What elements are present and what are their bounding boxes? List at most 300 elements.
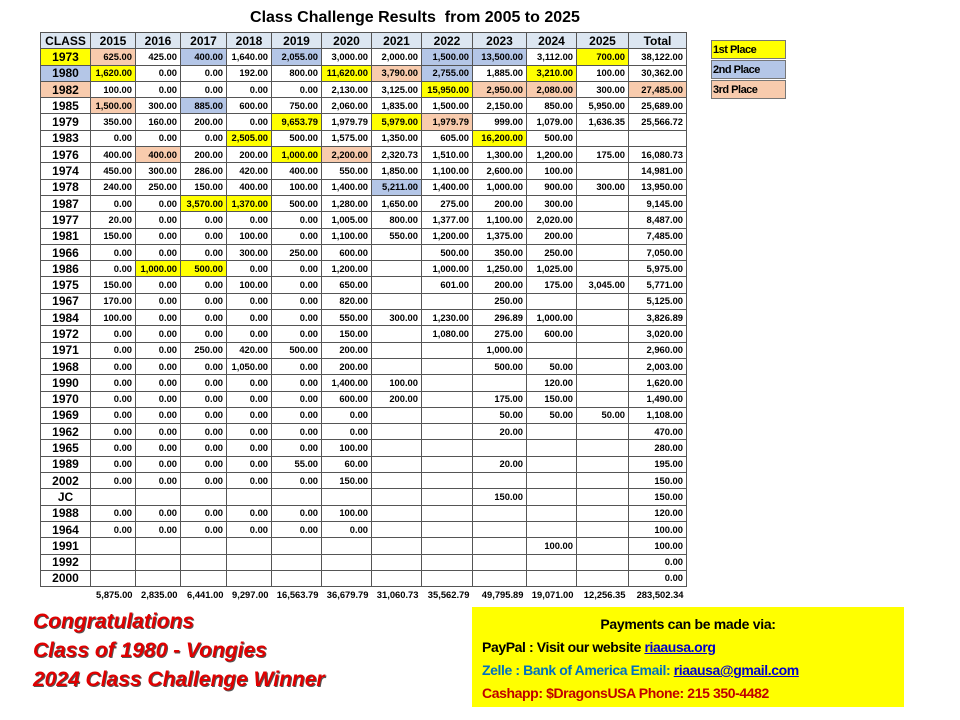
amount-cell: 0.00 bbox=[181, 375, 227, 391]
amount-cell: 3,112.00 bbox=[527, 49, 577, 65]
amount-cell: 650.00 bbox=[322, 277, 372, 293]
amount-cell: 1,885.00 bbox=[473, 65, 527, 81]
total-cell: 0.00 bbox=[629, 554, 687, 570]
amount-cell: 0.00 bbox=[181, 244, 227, 260]
amount-cell: 0.00 bbox=[136, 326, 181, 342]
total-cell: 7,050.00 bbox=[629, 244, 687, 260]
amount-cell: 150.00 bbox=[322, 326, 372, 342]
amount-cell: 0.00 bbox=[136, 505, 181, 521]
column-header: 2016 bbox=[136, 33, 181, 49]
amount-cell: 0.00 bbox=[272, 228, 322, 244]
amount-cell bbox=[527, 554, 577, 570]
amount-cell bbox=[577, 244, 629, 260]
amount-cell: 0.00 bbox=[272, 293, 322, 309]
amount-cell bbox=[577, 570, 629, 586]
column-header: 2020 bbox=[322, 33, 372, 49]
amount-cell: 0.00 bbox=[91, 130, 136, 146]
amount-cell: 1,500.00 bbox=[422, 49, 473, 65]
table-row bbox=[41, 326, 687, 342]
amount-cell: 1,350.00 bbox=[372, 130, 422, 146]
amount-cell: 1,850.00 bbox=[372, 163, 422, 179]
column-header: Total bbox=[629, 33, 687, 49]
amount-cell: 2,080.00 bbox=[527, 81, 577, 97]
amount-cell: 3,790.00 bbox=[372, 65, 422, 81]
amount-cell: 1,370.00 bbox=[227, 195, 272, 211]
amount-cell: 0.00 bbox=[181, 456, 227, 472]
amount-cell: 600.00 bbox=[322, 244, 372, 260]
amount-cell bbox=[473, 375, 527, 391]
amount-cell: 1,375.00 bbox=[473, 228, 527, 244]
total-cell: 3,826.89 bbox=[629, 310, 687, 326]
class-cell: 2000 bbox=[41, 570, 91, 586]
amount-cell: 300.00 bbox=[372, 310, 422, 326]
amount-cell: 0.00 bbox=[181, 212, 227, 228]
total-cell: 27,485.00 bbox=[629, 81, 687, 97]
amount-cell: 0.00 bbox=[136, 407, 181, 423]
amount-cell bbox=[577, 130, 629, 146]
amount-cell: 400.00 bbox=[272, 163, 322, 179]
amount-cell: 200.00 bbox=[322, 358, 372, 374]
total-cell: 25,689.00 bbox=[629, 98, 687, 114]
page-title: Class Challenge Results from 2005 to 2025 bbox=[250, 9, 580, 26]
amount-cell: 175.00 bbox=[473, 391, 527, 407]
column-header: 2025 bbox=[577, 33, 629, 49]
amount-cell: 175.00 bbox=[527, 277, 577, 293]
amount-cell bbox=[272, 489, 322, 505]
amount-cell bbox=[527, 424, 577, 440]
amount-cell: 1,620.00 bbox=[91, 65, 136, 81]
amount-cell: 1,979.79 bbox=[322, 114, 372, 130]
amount-cell: 1,650.00 bbox=[372, 195, 422, 211]
table-row bbox=[41, 195, 687, 211]
amount-cell: 0.00 bbox=[136, 342, 181, 358]
amount-cell: 0.00 bbox=[227, 505, 272, 521]
amount-cell bbox=[181, 489, 227, 505]
amount-cell bbox=[473, 521, 527, 537]
amount-cell: 999.00 bbox=[473, 114, 527, 130]
amount-cell: 900.00 bbox=[527, 179, 577, 195]
amount-cell: 100.00 bbox=[91, 310, 136, 326]
amount-cell: 0.00 bbox=[136, 424, 181, 440]
table-row bbox=[41, 244, 687, 260]
amount-cell bbox=[422, 358, 473, 374]
amount-cell: 0.00 bbox=[272, 407, 322, 423]
amount-cell: 160.00 bbox=[136, 114, 181, 130]
class-cell: 1969 bbox=[41, 407, 91, 423]
amount-cell bbox=[372, 277, 422, 293]
payments-header: Payments can be made via: bbox=[600, 616, 776, 632]
amount-cell: 296.89 bbox=[473, 310, 527, 326]
amount-cell: 200.00 bbox=[181, 147, 227, 163]
table-row bbox=[41, 489, 687, 505]
amount-cell bbox=[577, 521, 629, 537]
amount-cell: 0.00 bbox=[136, 521, 181, 537]
amount-cell bbox=[136, 554, 181, 570]
table-row bbox=[41, 505, 687, 521]
amount-cell bbox=[181, 554, 227, 570]
amount-cell: 0.00 bbox=[272, 521, 322, 537]
amount-cell: 100.00 bbox=[527, 538, 577, 554]
column-header: 2015 bbox=[91, 33, 136, 49]
amount-cell bbox=[322, 554, 372, 570]
amount-cell: 0.00 bbox=[136, 456, 181, 472]
amount-cell: 300.00 bbox=[527, 195, 577, 211]
amount-cell: 3,045.00 bbox=[577, 277, 629, 293]
amount-cell: 0.00 bbox=[91, 375, 136, 391]
amount-cell: 1,400.00 bbox=[322, 179, 372, 195]
congrats-message bbox=[33, 607, 325, 694]
column-total: 12,256.35 bbox=[577, 587, 629, 604]
amount-cell: 500.00 bbox=[473, 358, 527, 374]
amount-cell: 0.00 bbox=[91, 261, 136, 277]
amount-cell: 11,620.00 bbox=[322, 65, 372, 81]
amount-cell: 1,005.00 bbox=[322, 212, 372, 228]
amount-cell: 120.00 bbox=[527, 375, 577, 391]
zelle-line bbox=[482, 662, 799, 678]
amount-cell: 0.00 bbox=[181, 391, 227, 407]
amount-cell bbox=[422, 375, 473, 391]
amount-cell: 2,055.00 bbox=[272, 49, 322, 65]
amount-cell bbox=[181, 570, 227, 586]
amount-cell bbox=[577, 391, 629, 407]
amount-cell: 200.00 bbox=[527, 228, 577, 244]
class-cell: 1964 bbox=[41, 521, 91, 537]
amount-cell: 200.00 bbox=[322, 342, 372, 358]
amount-cell bbox=[422, 489, 473, 505]
amount-cell: 50.00 bbox=[527, 407, 577, 423]
total-cell: 470.00 bbox=[629, 424, 687, 440]
amount-cell bbox=[422, 342, 473, 358]
amount-cell bbox=[372, 538, 422, 554]
table-row bbox=[41, 163, 687, 179]
amount-cell: 0.00 bbox=[181, 293, 227, 309]
amount-cell: 0.00 bbox=[227, 261, 272, 277]
amount-cell: 550.00 bbox=[322, 310, 372, 326]
class-cell: 1986 bbox=[41, 261, 91, 277]
column-header: 2022 bbox=[422, 33, 473, 49]
amount-cell bbox=[422, 391, 473, 407]
amount-cell: 700.00 bbox=[577, 49, 629, 65]
amount-cell bbox=[372, 326, 422, 342]
amount-cell: 850.00 bbox=[527, 98, 577, 114]
amount-cell: 0.00 bbox=[91, 342, 136, 358]
amount-cell: 0.00 bbox=[322, 521, 372, 537]
column-total: 49,795.89 bbox=[473, 587, 527, 604]
table-row bbox=[41, 473, 687, 489]
amount-cell: 2,060.00 bbox=[322, 98, 372, 114]
total-cell: 150.00 bbox=[629, 489, 687, 505]
amount-cell: 0.00 bbox=[91, 358, 136, 374]
amount-cell: 2,950.00 bbox=[473, 81, 527, 97]
amount-cell bbox=[577, 358, 629, 374]
table-row bbox=[41, 521, 687, 537]
column-total: 31,060.73 bbox=[372, 587, 422, 604]
table-row bbox=[41, 440, 687, 456]
amount-cell: 2,200.00 bbox=[322, 147, 372, 163]
table-row bbox=[41, 342, 687, 358]
column-header: 2023 bbox=[473, 33, 527, 49]
table-row bbox=[41, 375, 687, 391]
amount-cell: 2,600.00 bbox=[473, 163, 527, 179]
table-row bbox=[41, 147, 687, 163]
table-row bbox=[41, 179, 687, 195]
amount-cell bbox=[322, 538, 372, 554]
payments-box bbox=[472, 607, 904, 707]
amount-cell: 0.00 bbox=[227, 391, 272, 407]
amount-cell bbox=[473, 570, 527, 586]
total-cell: 7,485.00 bbox=[629, 228, 687, 244]
amount-cell: 0.00 bbox=[272, 277, 322, 293]
amount-cell bbox=[272, 538, 322, 554]
amount-cell: 500.00 bbox=[527, 130, 577, 146]
amount-cell: 2,755.00 bbox=[422, 65, 473, 81]
class-cell: 1974 bbox=[41, 163, 91, 179]
total-cell: 0.00 bbox=[629, 570, 687, 586]
amount-cell: 0.00 bbox=[227, 212, 272, 228]
amount-cell: 0.00 bbox=[227, 424, 272, 440]
amount-cell: 0.00 bbox=[136, 212, 181, 228]
amount-cell bbox=[422, 407, 473, 423]
cashapp-line: Cashapp: $DragonsUSA Phone: 215 350-4482 bbox=[482, 685, 769, 701]
amount-cell: 200.00 bbox=[181, 114, 227, 130]
table-row bbox=[41, 98, 687, 114]
amount-cell: 250.00 bbox=[527, 244, 577, 260]
amount-cell: 192.00 bbox=[227, 65, 272, 81]
amount-cell bbox=[372, 473, 422, 489]
amount-cell: 0.00 bbox=[136, 440, 181, 456]
amount-cell: 0.00 bbox=[227, 326, 272, 342]
amount-cell: 0.00 bbox=[181, 81, 227, 97]
amount-cell bbox=[577, 293, 629, 309]
amount-cell: 0.00 bbox=[91, 326, 136, 342]
amount-cell: 286.00 bbox=[181, 163, 227, 179]
amount-cell: 3,210.00 bbox=[527, 65, 577, 81]
amount-cell: 0.00 bbox=[272, 81, 322, 97]
amount-cell: 0.00 bbox=[91, 505, 136, 521]
amount-cell: 0.00 bbox=[227, 407, 272, 423]
total-cell: 1,490.00 bbox=[629, 391, 687, 407]
amount-cell: 1,300.00 bbox=[473, 147, 527, 163]
amount-cell: 0.00 bbox=[272, 358, 322, 374]
total-cell: 280.00 bbox=[629, 440, 687, 456]
table-row bbox=[41, 49, 687, 65]
amount-cell: 275.00 bbox=[422, 195, 473, 211]
amount-cell: 0.00 bbox=[181, 424, 227, 440]
amount-cell bbox=[422, 440, 473, 456]
amount-cell: 60.00 bbox=[322, 456, 372, 472]
amount-cell bbox=[473, 473, 527, 489]
class-cell: 1972 bbox=[41, 326, 91, 342]
amount-cell: 1,377.00 bbox=[422, 212, 473, 228]
class-cell: 1992 bbox=[41, 554, 91, 570]
amount-cell: 1,400.00 bbox=[422, 179, 473, 195]
table-row bbox=[41, 310, 687, 326]
amount-cell bbox=[577, 489, 629, 505]
table-row bbox=[41, 65, 687, 81]
amount-cell bbox=[527, 456, 577, 472]
amount-cell: 1,000.00 bbox=[473, 342, 527, 358]
amount-cell: 600.00 bbox=[527, 326, 577, 342]
amount-cell bbox=[577, 538, 629, 554]
amount-cell bbox=[422, 473, 473, 489]
amount-cell: 3,125.00 bbox=[372, 81, 422, 97]
amount-cell bbox=[372, 407, 422, 423]
amount-cell: 0.00 bbox=[272, 440, 322, 456]
amount-cell: 885.00 bbox=[181, 98, 227, 114]
amount-cell: 2,320.73 bbox=[372, 147, 422, 163]
table-row bbox=[41, 570, 687, 586]
amount-cell: 625.00 bbox=[91, 49, 136, 65]
amount-cell: 1,250.00 bbox=[473, 261, 527, 277]
amount-cell: 300.00 bbox=[577, 81, 629, 97]
amount-cell: 1,400.00 bbox=[322, 375, 372, 391]
amount-cell: 0.00 bbox=[181, 65, 227, 81]
amount-cell: 1,200.00 bbox=[422, 228, 473, 244]
amount-cell: 5,950.00 bbox=[577, 98, 629, 114]
amount-cell: 350.00 bbox=[91, 114, 136, 130]
amount-cell: 500.00 bbox=[181, 261, 227, 277]
amount-cell: 0.00 bbox=[322, 424, 372, 440]
website-link[interactable]: riaausa.org bbox=[644, 639, 716, 655]
amount-cell: 0.00 bbox=[181, 310, 227, 326]
amount-cell bbox=[372, 554, 422, 570]
amount-cell bbox=[577, 212, 629, 228]
amount-cell: 0.00 bbox=[91, 424, 136, 440]
amount-cell bbox=[372, 244, 422, 260]
amount-cell: 13,500.00 bbox=[473, 49, 527, 65]
amount-cell: 100.00 bbox=[577, 65, 629, 81]
amount-cell bbox=[372, 440, 422, 456]
amount-cell: 1,835.00 bbox=[372, 98, 422, 114]
column-total: 9,297.00 bbox=[227, 587, 272, 604]
amount-cell: 0.00 bbox=[227, 310, 272, 326]
amount-cell bbox=[527, 570, 577, 586]
amount-cell: 250.00 bbox=[272, 244, 322, 260]
totals-row bbox=[41, 587, 687, 604]
amount-cell: 9,653.79 bbox=[272, 114, 322, 130]
amount-cell: 20.00 bbox=[91, 212, 136, 228]
column-header: 2017 bbox=[181, 33, 227, 49]
amount-cell: 0.00 bbox=[181, 473, 227, 489]
amount-cell bbox=[136, 538, 181, 554]
amount-cell: 1,025.00 bbox=[527, 261, 577, 277]
amount-cell: 55.00 bbox=[272, 456, 322, 472]
amount-cell bbox=[577, 424, 629, 440]
table-row bbox=[41, 293, 687, 309]
amount-cell: 600.00 bbox=[322, 391, 372, 407]
amount-cell: 5,979.00 bbox=[372, 114, 422, 130]
amount-cell bbox=[422, 570, 473, 586]
total-cell: 2,003.00 bbox=[629, 358, 687, 374]
total-cell: 5,975.00 bbox=[629, 261, 687, 277]
amount-cell bbox=[422, 293, 473, 309]
amount-cell: 1,979.79 bbox=[422, 114, 473, 130]
amount-cell bbox=[527, 342, 577, 358]
total-cell: 5,771.00 bbox=[629, 277, 687, 293]
table-row bbox=[41, 114, 687, 130]
class-cell: 1971 bbox=[41, 342, 91, 358]
amount-cell: 0.00 bbox=[181, 228, 227, 244]
amount-cell: 550.00 bbox=[372, 228, 422, 244]
amount-cell: 0.00 bbox=[227, 81, 272, 97]
amount-cell: 0.00 bbox=[91, 407, 136, 423]
amount-cell: 420.00 bbox=[227, 342, 272, 358]
table-row bbox=[41, 130, 687, 146]
amount-cell: 275.00 bbox=[473, 326, 527, 342]
amount-cell bbox=[577, 505, 629, 521]
amount-cell: 750.00 bbox=[272, 98, 322, 114]
amount-cell: 0.00 bbox=[91, 456, 136, 472]
amount-cell: 20.00 bbox=[473, 424, 527, 440]
amount-cell: 50.00 bbox=[473, 407, 527, 423]
amount-cell: 150.00 bbox=[91, 228, 136, 244]
amount-cell: 0.00 bbox=[272, 391, 322, 407]
total-cell: 2,960.00 bbox=[629, 342, 687, 358]
amount-cell: 0.00 bbox=[272, 212, 322, 228]
amount-cell bbox=[372, 521, 422, 537]
column-total: 283,502.34 bbox=[629, 587, 687, 604]
amount-cell: 500.00 bbox=[422, 244, 473, 260]
amount-cell: 175.00 bbox=[577, 147, 629, 163]
amount-cell: 0.00 bbox=[272, 424, 322, 440]
table-row bbox=[41, 554, 687, 570]
amount-cell: 0.00 bbox=[136, 277, 181, 293]
column-total: 36,679.79 bbox=[322, 587, 372, 604]
amount-cell: 0.00 bbox=[136, 358, 181, 374]
amount-cell bbox=[577, 163, 629, 179]
amount-cell: 800.00 bbox=[272, 65, 322, 81]
amount-cell: 0.00 bbox=[136, 375, 181, 391]
total-cell: 120.00 bbox=[629, 505, 687, 521]
total-cell: 150.00 bbox=[629, 473, 687, 489]
amount-cell: 0.00 bbox=[272, 505, 322, 521]
amount-cell bbox=[372, 456, 422, 472]
column-total: 16,563.79 bbox=[272, 587, 322, 604]
column-total: 2,835.00 bbox=[136, 587, 181, 604]
table-row bbox=[41, 277, 687, 293]
congrats-line: Class of 1980 - Vongies bbox=[33, 639, 267, 662]
amount-cell: 1,640.00 bbox=[227, 49, 272, 65]
amount-cell bbox=[372, 505, 422, 521]
table-row bbox=[41, 228, 687, 244]
class-cell: JC bbox=[41, 489, 91, 505]
table-row bbox=[41, 456, 687, 472]
amount-cell: 0.00 bbox=[136, 130, 181, 146]
amount-cell: 1,000.00 bbox=[422, 261, 473, 277]
amount-cell: 0.00 bbox=[136, 195, 181, 211]
amount-cell bbox=[577, 326, 629, 342]
amount-cell: 15,950.00 bbox=[422, 81, 473, 97]
amount-cell bbox=[527, 521, 577, 537]
amount-cell: 500.00 bbox=[272, 342, 322, 358]
column-header-class: CLASS bbox=[41, 33, 91, 49]
congrats-line: Congratulations bbox=[33, 610, 194, 633]
amount-cell bbox=[227, 489, 272, 505]
amount-cell bbox=[272, 570, 322, 586]
amount-cell: 300.00 bbox=[136, 163, 181, 179]
amount-cell bbox=[136, 570, 181, 586]
amount-cell: 350.00 bbox=[473, 244, 527, 260]
amount-cell: 400.00 bbox=[136, 147, 181, 163]
amount-cell bbox=[473, 538, 527, 554]
amount-cell bbox=[473, 440, 527, 456]
amount-cell: 0.00 bbox=[227, 473, 272, 489]
class-cell: 1989 bbox=[41, 456, 91, 472]
amount-cell: 0.00 bbox=[227, 293, 272, 309]
amount-cell bbox=[91, 538, 136, 554]
email-link[interactable]: riaausa@gmail.com bbox=[673, 662, 799, 678]
column-header: 2021 bbox=[372, 33, 422, 49]
